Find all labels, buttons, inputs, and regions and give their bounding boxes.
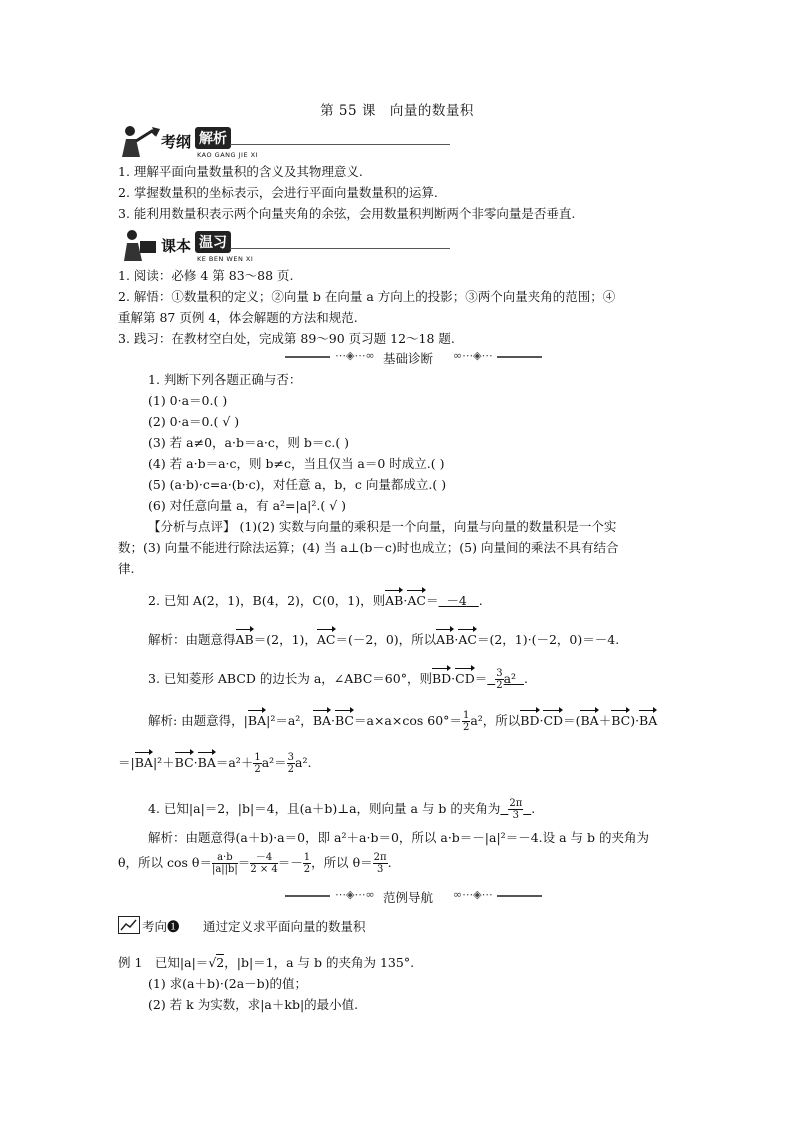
section-banner-keben: [118, 225, 378, 265]
ornament-icon: ∞⋯◈⋯: [453, 888, 493, 901]
trend-chart-icon: [118, 916, 140, 934]
section-divider: [285, 349, 545, 365]
question-3: 3. 已知菱形 ABCD 的边长为 a，∠ABC＝60°，则BD·CD＝ $\frac{3}{2}$ a² .: [148, 668, 528, 691]
kaoxiang-label: 考向❶: [118, 914, 178, 936]
keben-item: 1. 阅读：必修 4 第 83～88 页.: [118, 268, 294, 283]
section-banner-kaogang: [118, 121, 378, 161]
analysis-text: 数；(3) 向量不能进行除法运算；(4) 当 a⊥(b－c)时也成立；(5) 向量间的乘法不具有结合: [118, 540, 619, 555]
keben-item: 3. 践习：在教材空白处，完成第 89～90 页习题 12～18 题.: [118, 331, 455, 346]
solution-4: 解析：由题意得(a＋b)·a＝0，即 a²＋a·b＝0，所以 a·b＝－|a|²＝－4.设 a 与 b 的夹角为: [148, 830, 649, 845]
banner-box: 温习: [195, 231, 231, 253]
kaogang-item: 2. 掌握数量积的坐标表示，会进行平面向量数量积的运算.: [118, 185, 438, 200]
question-item: (5) (a·b)·c=a·(b·c)，对任意 a，b，c 向量都成立.( ): [148, 477, 447, 492]
ornament-icon: ⋯◈⋯∞: [335, 888, 375, 901]
section-divider: [285, 888, 545, 904]
answer-blank: $\frac{3}{2}$ a²: [496, 668, 517, 691]
keben-item: 重解第 87 页例 4，体会解题的方法和规范.: [118, 310, 358, 325]
banner-line: [230, 144, 450, 145]
example-1: 例 1 已知|a|＝√2，|b|＝1，a 与 b 的夹角为 135°.: [118, 955, 415, 970]
example-part: (2) 若 k 为实数，求|a＋kb|的最小值.: [148, 997, 359, 1012]
question-item: (2) 0·a＝0.( √ ): [148, 414, 240, 429]
question-item: (4) 若 a·b＝a·c，则 b≠c，当且仅当 a＝0 时成立.( ): [148, 456, 445, 471]
page-title: 第 55 课 向量的数量积: [320, 103, 474, 119]
question-item: (3) 若 a≠0，a·b＝a·c，则 b＝c.( ): [148, 435, 350, 450]
section-heading: 基础诊断: [383, 351, 434, 366]
solution-3: 解析: 由题意得，|BA|²＝a²，BA·BC＝a×a×cos 60°＝ $\frac{1}{2}$ a²，所以BD·CD＝(BA＋BC)·BA: [148, 710, 658, 733]
question-2: 2. 已知 A(2，1)，B(4，2)，C(0，1)，则AB·AC＝ －4 .: [148, 593, 483, 608]
solution-3-cont: ＝|BA|²＋BC·BA＝a²＋ $\frac{1}{2}$ a²＝ $\frac{3}{2}$ a².: [118, 752, 312, 775]
banner-box: 解析: [195, 127, 231, 149]
reading-figure-icon: [118, 123, 162, 159]
solution-2: 解析：由题意得AB＝(2，1)，AC＝(－2，0)，所以AB·AC＝(2，1)·(－2，0)＝－4.: [148, 632, 620, 647]
question-4: 4. 已知|a|＝2，|b|＝4，且(a＋b)⊥a，则向量 a 与 b 的夹角为 $\frac{2\pi}{3}$ .: [148, 798, 536, 821]
question-item: (6) 对任意向量 a，有 a²=|a|².( √ ): [148, 498, 347, 513]
kaoxiang-text: 通过定义求平面向量的数量积: [203, 919, 366, 934]
question-stem: 1. 判断下列各题正确与否：: [148, 372, 302, 387]
keben-item: 2. 解悟：①数量积的定义；②向量 b 在向量 a 方向上的投影；③两个向量夹角的范围；④: [118, 289, 616, 304]
section-heading: 范例导航: [383, 890, 434, 905]
answer-blank: $\frac{2\pi}{3}$: [509, 798, 523, 821]
analysis-text: 【分析与点评】 (1)(2) 实数与向量的乘积是一个向量，向量与向量的数量积是一个实: [148, 519, 617, 534]
banner-label: 考纲: [161, 133, 192, 151]
banner-sub: KE BEN WEN XI: [197, 255, 254, 263]
banner-line: [230, 248, 450, 249]
answer-blank: －4: [446, 593, 467, 608]
example-part: (1) 求(a＋b)·(2a－b)的值；: [148, 976, 308, 991]
question-item: (1) 0·a＝0.( ): [148, 393, 228, 408]
analysis-text: 律.: [118, 561, 135, 576]
ornament-icon: ⋯◈⋯∞: [335, 349, 375, 362]
kaogang-item: 1. 理解平面向量数量积的含义及其物理意义.: [118, 164, 363, 179]
ornament-icon: ∞⋯◈⋯: [453, 349, 493, 362]
banner-label: 课本: [161, 237, 192, 255]
solution-4-cont: θ，所以 cos θ＝ $\frac{a\cdot b}{|a||b|}$ ＝ $\frac{-4}{2 \times 4}$ ＝－ $\frac{1}{2}$ ，所以 θ＝ $\frac{2\pi}{3}$ .: [118, 852, 392, 875]
kaogang-item: 3. 能利用数量积表示两个向量夹角的余弦，会用数量积判断两个非零向量是否垂直.: [118, 206, 576, 221]
banner-sub: KAO GANG JIE XI: [197, 151, 258, 159]
student-figure-icon: [118, 227, 162, 263]
